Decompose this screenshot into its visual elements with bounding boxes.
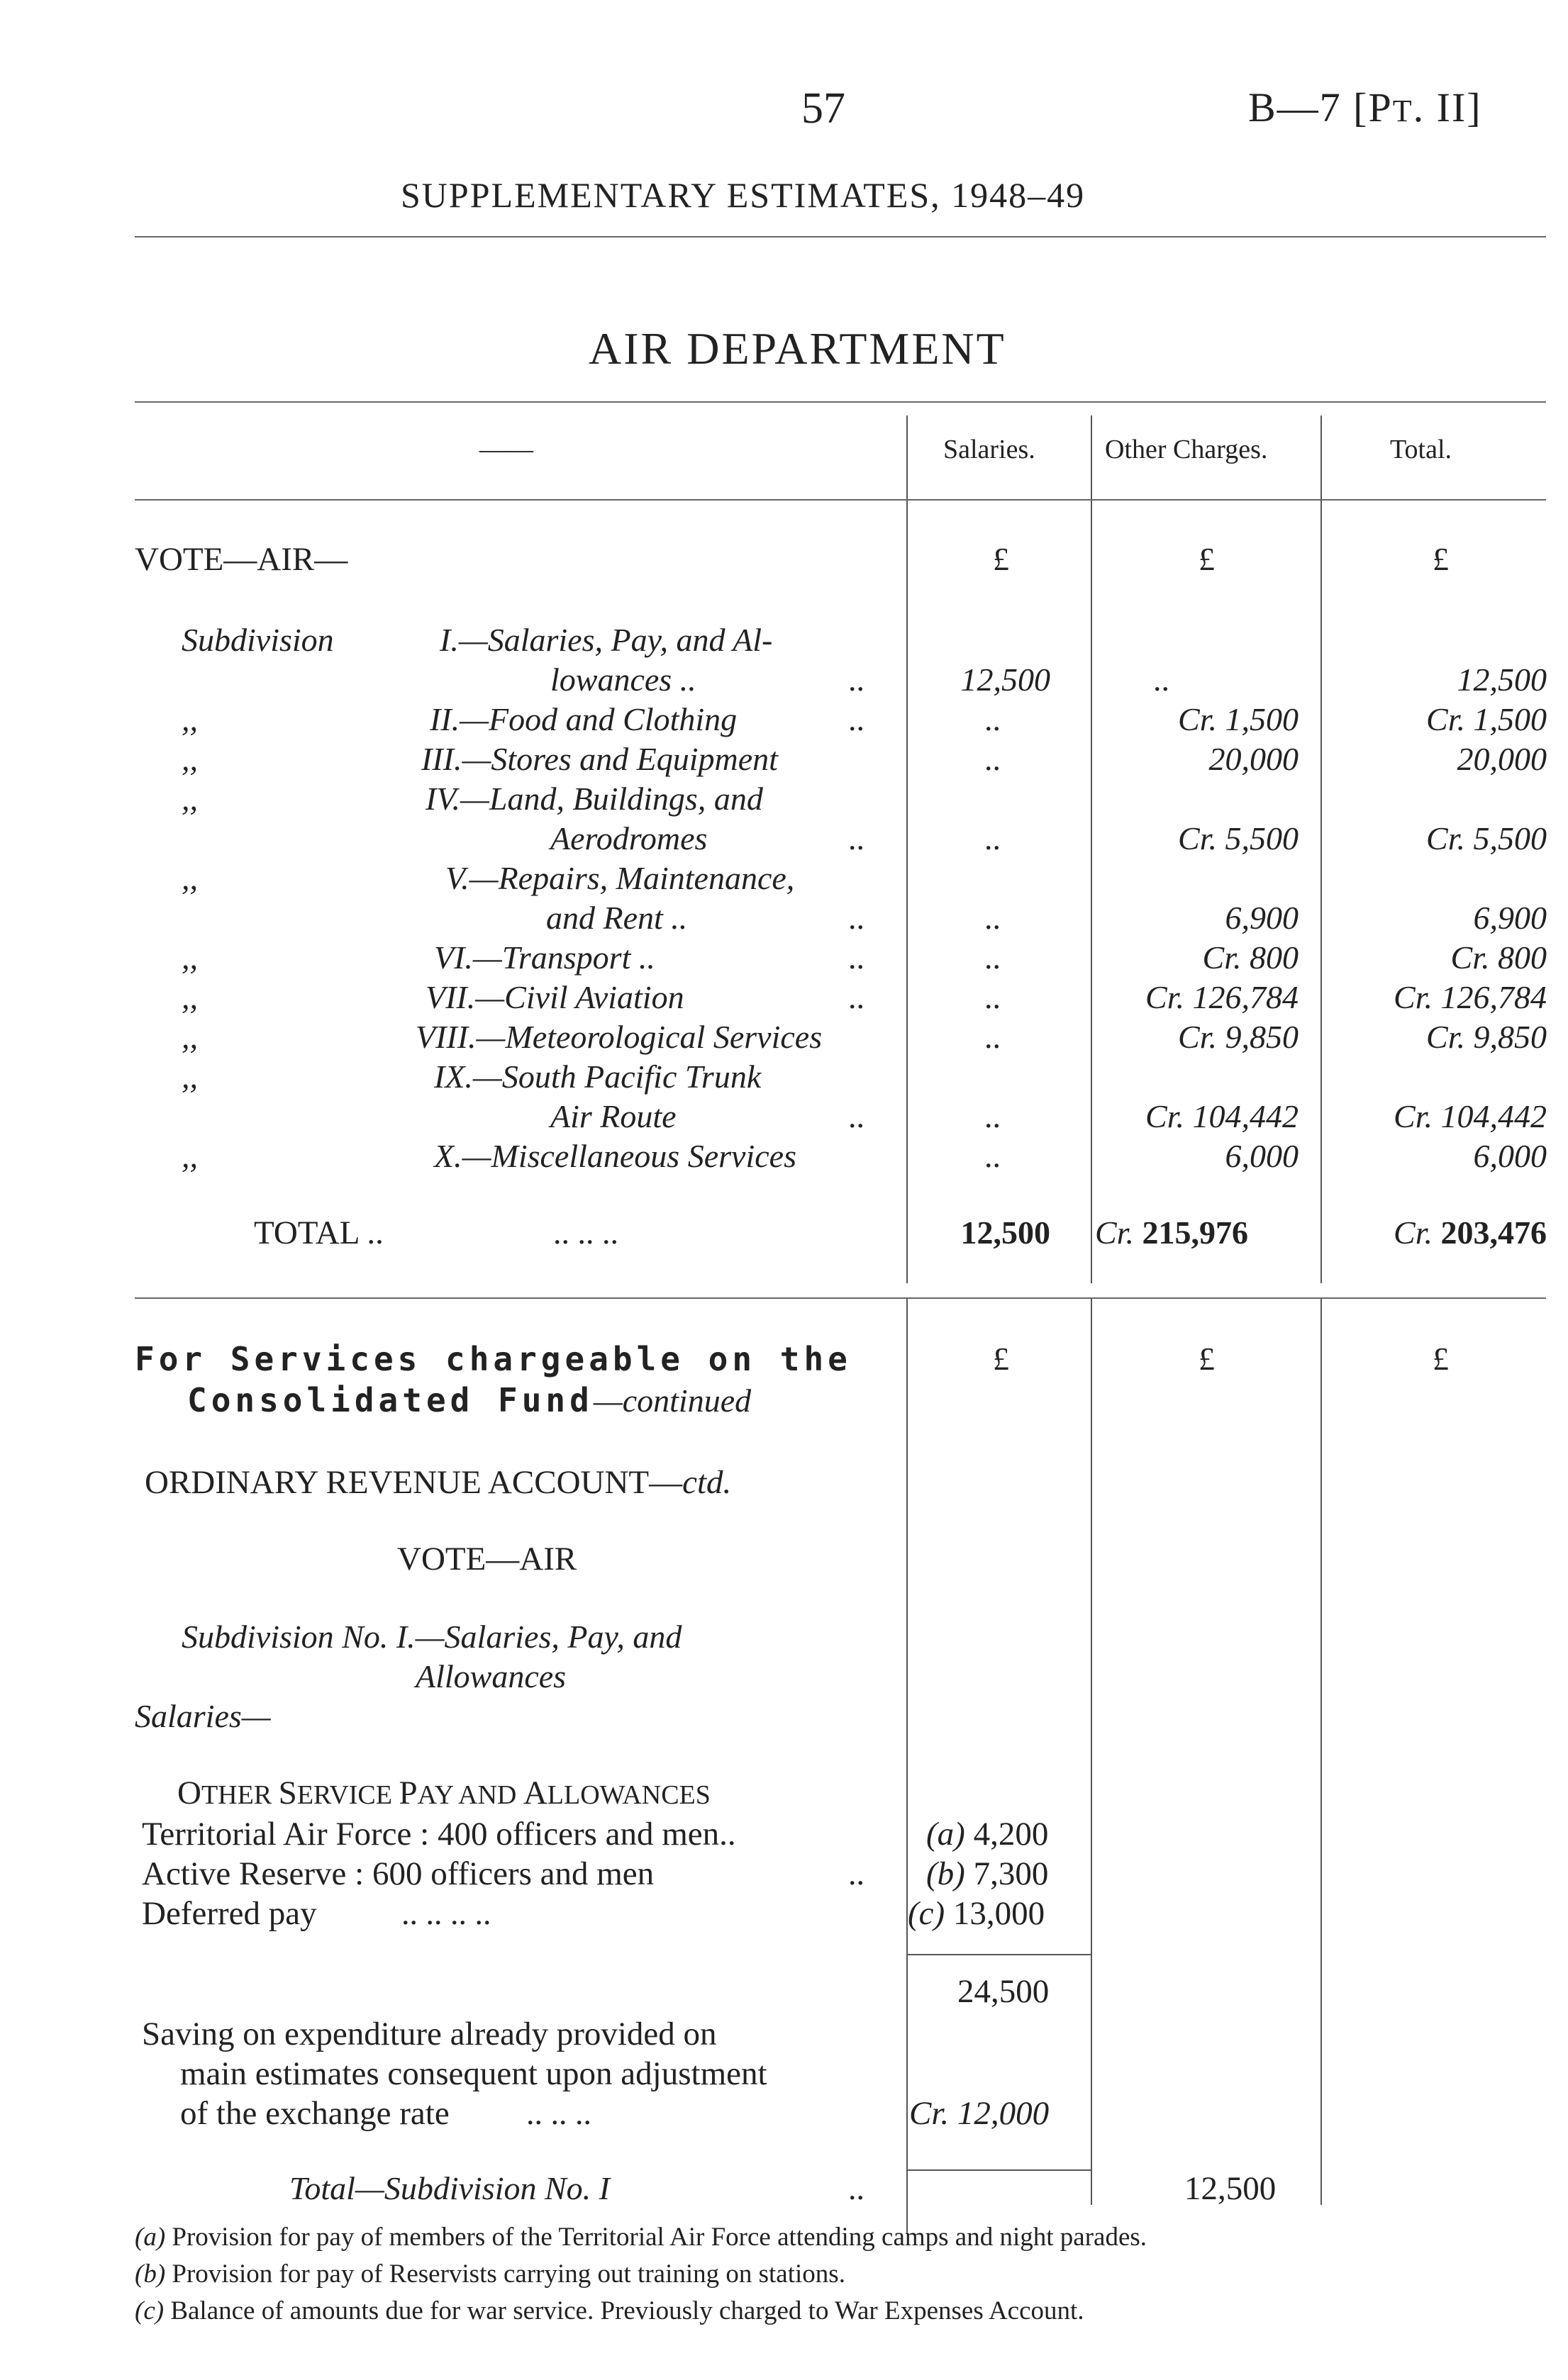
column-header-total: Total. (1390, 435, 1452, 464)
cell-total: Cr. 800 (1450, 939, 1547, 976)
column-header-rule (135, 499, 1546, 501)
item-label: Deferred pay (142, 1895, 317, 1932)
vote-label: VOTE—AIR— (135, 541, 348, 578)
row-name: I.—Salaries, Pay, and Al- (440, 622, 773, 658)
saving-label: Saving on expenditure already provided on (142, 2016, 717, 2052)
row-name: Aerodromes (550, 820, 708, 856)
row-dots: .. (848, 1098, 864, 1134)
footnote-b: (b) Provision for pay of Reservists carrying out training on stations. (135, 2259, 845, 2289)
total-other-charges: Cr. 215,976 (1095, 1214, 1248, 1251)
currency-other-charges: £ (1199, 1341, 1215, 1377)
document-title: SUPPLEMENTARY ESTIMATES, 1948–49 (401, 175, 1086, 215)
cell-other-charges: 6,900 (1225, 900, 1299, 936)
currency-salaries: £ (993, 1341, 1009, 1377)
item-amount: (a) 4,200 (926, 1816, 1049, 1853)
row-dots: .. (848, 979, 864, 1015)
saving-dots: .. .. .. (526, 2095, 591, 2131)
document-reference: B—7 [PT. II] (1248, 84, 1482, 130)
cell-salaries: .. (984, 979, 1001, 1015)
cell-salaries: .. (984, 1019, 1001, 1055)
cell-total: 12,500 (1457, 661, 1547, 698)
item-label: Active Reserve : 600 officers and men (142, 1855, 655, 1892)
column-header-blank: —— (479, 435, 533, 464)
column-divider (1320, 1297, 1322, 2205)
column-header-salaries: Salaries. (943, 435, 1035, 464)
row-name: Air Route (550, 1098, 677, 1134)
cell-salaries: .. (984, 701, 1001, 737)
footnote-c: (c) Balance of amounts due for war service. Previously charged to War Expenses Account. (135, 2296, 1084, 2325)
other-service-pay-heading: OTHER SERVICE PAY AND ALLOWANCES (177, 1775, 711, 1811)
total-rule (906, 2169, 1091, 2171)
cell-other-charges: Cr. 9,850 (1178, 1019, 1299, 1055)
cell-other-charges: Cr. 104,442 (1145, 1098, 1299, 1134)
ditto-mark: ,, (182, 781, 198, 817)
total-salaries: 12,500 (960, 1214, 1050, 1251)
cell-salaries: .. (984, 1138, 1001, 1174)
cell-salaries: .. (984, 1098, 1001, 1134)
currency-salaries: £ (993, 541, 1009, 577)
header-rule (135, 236, 1546, 238)
ditto-mark: ,, (182, 939, 198, 976)
ditto-mark: ,, (182, 1019, 198, 1055)
total-label: TOTAL .. (254, 1214, 384, 1251)
column-divider (1320, 415, 1322, 1283)
column-divider (906, 415, 908, 1283)
account-heading: ORDINARY REVENUE ACCOUNT—ctd. (145, 1464, 732, 1501)
row-name: III.—Stores and Equipment (421, 741, 778, 777)
subtotal-amount: 24,500 (957, 1973, 1050, 2010)
cell-other-charges: Cr. 1,500 (1178, 701, 1299, 737)
cell-salaries: 12,500 (960, 661, 1050, 698)
column-divider (1091, 1297, 1092, 2205)
row-dots: .. (848, 820, 864, 856)
cell-other-charges: 20,000 (1208, 741, 1299, 777)
cell-salaries: .. (984, 939, 1001, 976)
subdivision-total-label: Total—Subdivision No. I (289, 2170, 610, 2206)
cell-total: 6,900 (1473, 900, 1547, 936)
cell-other-charges: Cr. 5,500 (1178, 820, 1299, 856)
cell-other-charges: 6,000 (1225, 1138, 1299, 1174)
cell-salaries: .. (984, 741, 1001, 777)
department-title: AIR DEPARTMENT (589, 323, 1006, 374)
cell-total: Cr. 5,500 (1426, 820, 1547, 856)
item-dots: .. (848, 1855, 864, 1892)
column-header-other-charges: Other Charges. (1105, 435, 1268, 464)
subdivision-total-dots: .. (848, 2170, 864, 2206)
currency-total: £ (1433, 1341, 1449, 1377)
row-name: IV.—Land, Buildings, and (426, 781, 763, 817)
total-total: Cr. 203,476 (1394, 1214, 1547, 1251)
currency-other-charges: £ (1199, 541, 1215, 577)
row-name: VIII.—Meteorological Services (416, 1019, 823, 1055)
row-dots: .. (848, 900, 864, 936)
row-name: V.—Repairs, Maintenance, (445, 860, 795, 896)
section-heading-line2: Consolidated Fund—continued (187, 1381, 752, 1419)
ditto-mark: ,, (182, 979, 198, 1015)
subdivision-total-amount: 12,500 (1184, 2170, 1277, 2207)
row-dots: .. (848, 939, 864, 976)
section-heading: For Services chargeable on the (135, 1340, 852, 1378)
subdivision-heading: Subdivision No. I.—Salaries, Pay, and (182, 1619, 682, 1655)
item-dots: .. .. .. .. (401, 1895, 491, 1931)
row-dots: .. (848, 661, 864, 698)
subdivision-heading: Allowances (416, 1658, 567, 1694)
cell-total: Cr. 1,500 (1426, 701, 1547, 737)
row-name: X.—Miscellaneous Services (434, 1138, 796, 1174)
item-amount: (b) 7,300 (926, 1855, 1049, 1892)
cell-other-charges: Cr. 126,784 (1145, 979, 1299, 1015)
column-divider (906, 1297, 908, 2233)
row-name: lowances .. (550, 661, 696, 698)
cell-other-charges: .. (1153, 661, 1169, 698)
total-dots: .. .. .. (553, 1214, 618, 1251)
item-amount: (c) 13,000 (908, 1895, 1045, 1932)
cell-total: 6,000 (1473, 1138, 1547, 1174)
saving-label: main estimates consequent upon adjustment (180, 2055, 767, 2092)
vote-heading: VOTE—AIR (397, 1541, 577, 1577)
row-name: VI.—Transport .. (434, 939, 655, 976)
ditto-mark: ,, (182, 1058, 198, 1095)
cell-other-charges: Cr. 800 (1202, 939, 1299, 976)
subtotal-rule (906, 1954, 1091, 1955)
row-name: IX.—South Pacific Trunk (434, 1058, 762, 1095)
ditto-mark: ,, (182, 860, 198, 896)
cell-total: Cr. 126,784 (1394, 979, 1547, 1015)
table-end-rule (135, 1297, 1546, 1299)
department-rule (135, 401, 1546, 403)
cell-total: Cr. 9,850 (1426, 1019, 1547, 1055)
ditto-mark: ,, (182, 701, 198, 737)
currency-total: £ (1433, 541, 1449, 577)
saving-label: of the exchange rate (180, 2095, 450, 2132)
footnote-a: (a) Provision for pay of members of the Territorial Air Force attending camps and night parades. (135, 2223, 1147, 2252)
cell-total: 20,000 (1457, 741, 1547, 777)
column-divider (1091, 415, 1092, 1283)
subdivision-label: Subdivision (182, 622, 334, 658)
saving-amount: Cr. 12,000 (909, 2095, 1050, 2132)
cell-salaries: .. (984, 900, 1001, 936)
row-name: II.—Food and Clothing (430, 701, 738, 737)
row-name: VII.—Civil Aviation (426, 979, 684, 1015)
item-label: Territorial Air Force : 400 officers and men.. (142, 1816, 736, 1853)
salaries-heading: Salaries— (135, 1698, 271, 1734)
ditto-mark: ,, (182, 741, 198, 777)
cell-total: Cr. 104,442 (1394, 1098, 1547, 1134)
row-dots: .. (848, 701, 864, 737)
row-name: and Rent .. (546, 900, 688, 936)
cell-salaries: .. (984, 820, 1001, 856)
page-number: 57 (801, 84, 845, 133)
ditto-mark: ,, (182, 1138, 198, 1174)
